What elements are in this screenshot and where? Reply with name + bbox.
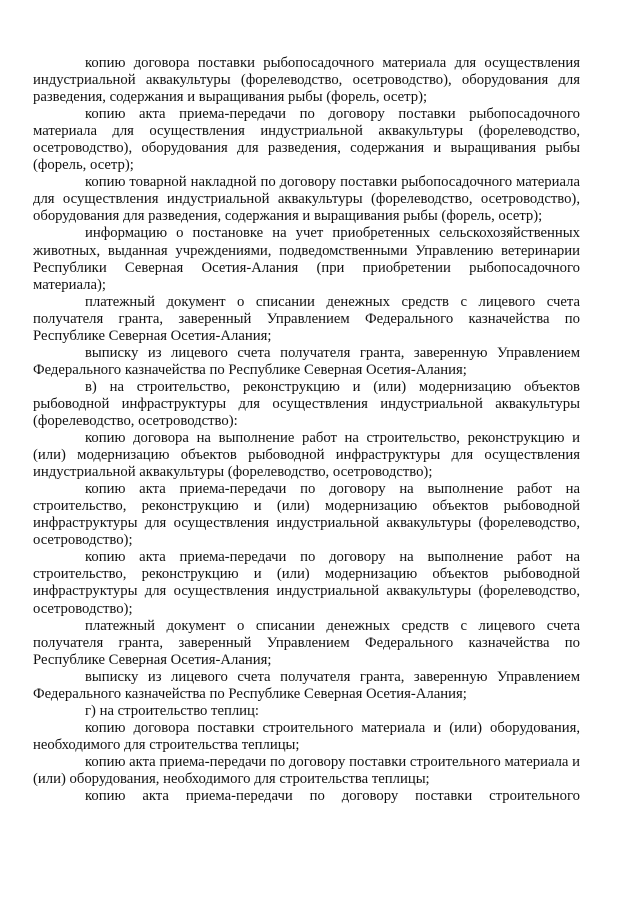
paragraph: платежный документ о списании денежных средств с лицевого счета получателя гранта, заверенный Управлением Федерального казначейства по Республике Северная Осетия-Алания; bbox=[33, 617, 580, 668]
paragraph: информацию о постановке на учет приобретенных сельскохозяйственных животных, выданная учреждениями, подведомственными Управлению ветеринарии Республики Северная Осетия-Алания (при приобретении рыбопосадочного материала); bbox=[33, 225, 580, 293]
paragraph: копию акта приема-передачи по договору на выполнение работ на строительство, реконструкцию и (или) модернизацию объектов рыбоводной инфраструктуры для осуществления индустриальной аквакультуры (форелеводство, осетроводство); bbox=[33, 481, 580, 549]
paragraph: выписку из лицевого счета получателя гранта, заверенную Управлением Федерального казначейства по Республике Северная Осетия-Алания; bbox=[33, 668, 580, 702]
paragraph: копию акта приема-передачи по договору на выполнение работ на строительство, реконструкцию и (или) модернизацию объектов рыбоводной инфраструктуры для осуществления индустриальной аквакультуры (форелеводство, осетроводство); bbox=[33, 549, 580, 617]
paragraph: платежный документ о списании денежных средств с лицевого счета получателя гранта, заверенный Управлением Федерального казначейства по Республике Северная Осетия-Алания; bbox=[33, 293, 580, 344]
section-heading-v: в) на строительство, реконструкцию и (или) модернизацию объектов рыбоводной инфраструктуры для осуществления индустриальной аквакультуры (форелеводство, осетроводство): bbox=[33, 378, 580, 429]
paragraph: выписку из лицевого счета получателя гранта, заверенную Управлением Федерального казначейства по Республике Северная Осетия-Алания; bbox=[33, 344, 580, 378]
paragraph: копию договора поставки рыбопосадочного материала для осуществления индустриальной аквакультуры (форелеводство, осетроводство), оборудования для разведения, содержания и выращивания рыбы (форель, осетр); bbox=[33, 55, 580, 106]
paragraph: копию договора поставки строительного материала и (или) оборудования, необходимого для строительства теплицы; bbox=[33, 719, 580, 753]
document-page bbox=[33, 55, 580, 805]
paragraph: копию акта приема-передачи по договору поставки строительного bbox=[85, 788, 580, 805]
paragraph: копию акта приема-передачи по договору поставки строительного материала и (или) оборудования, необходимого для строительства теплицы; bbox=[33, 753, 580, 787]
paragraph: копию товарной накладной по договору поставки рыбопосадочного материала для осуществления индустриальной аквакультуры (форелеводство, осетроводство), оборудования для разведения, содержания и выращивания рыбы (форель, осетр); bbox=[33, 174, 580, 225]
paragraph: копию договора на выполнение работ на строительство, реконструкцию и (или) модернизацию объектов рыбоводной инфраструктуры для осуществления индустриальной аквакультуры (форелеводство, осетроводство); bbox=[33, 430, 580, 481]
paragraph: копию акта приема-передачи по договору поставки рыбопосадочного материала для осуществления индустриальной аквакультуры (форелеводство, осетроводство), оборудования для разведения, содержания и выращивания рыбы (форель, осетр); bbox=[33, 106, 580, 174]
section-heading-g: г) на строительство теплиц: bbox=[85, 702, 259, 719]
